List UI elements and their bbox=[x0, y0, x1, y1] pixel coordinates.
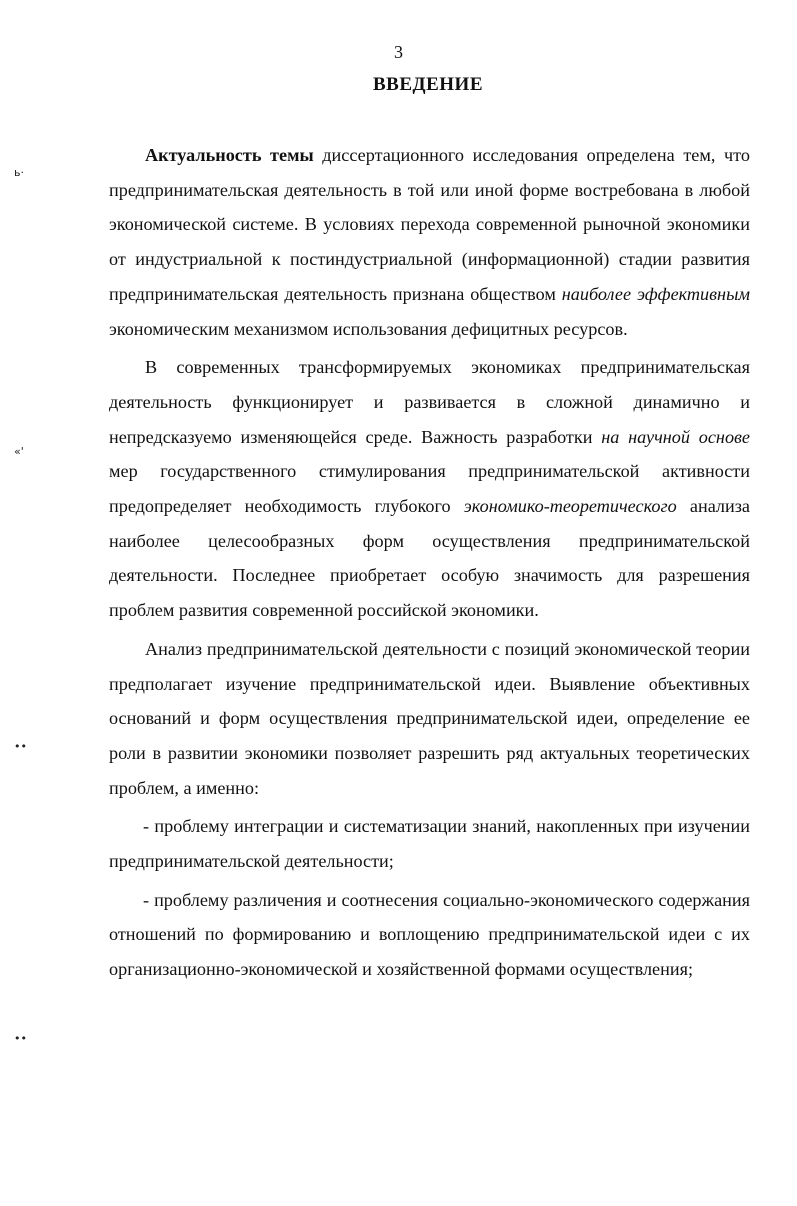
paragraph-text: мер государственного стимулирования предпринимательской активности предопределяет необходимость глубокого bbox=[109, 461, 750, 517]
margin-mark: •• bbox=[14, 740, 27, 753]
paragraph-text: В современных трансформируемых экономиках предпринимательская деятельность функционирует и развивается в сложной динамично и непредсказуемо изменяющейся среде. Важность разработки bbox=[109, 357, 750, 447]
list-item bbox=[109, 883, 750, 987]
section-title: ВВЕДЕНИЕ bbox=[373, 74, 483, 95]
margin-mark: •• bbox=[14, 1032, 27, 1045]
page-number: 3 bbox=[394, 42, 403, 62]
margin-mark: ь· bbox=[14, 166, 24, 179]
paragraph-analysis bbox=[109, 632, 750, 806]
list-item bbox=[109, 809, 750, 878]
paragraph-transformation bbox=[109, 350, 750, 628]
paragraph-text: экономическим механизмом использования дефицитных ресурсов. bbox=[109, 318, 628, 339]
paragraph-text: анализа наиболее целесообразных форм осуществления предпринимательской деятельности. Последнее приобретает особую значимость для разрешения проблем развития современной российской экономики. bbox=[109, 496, 750, 621]
emphasis-text: экономико-теоретического bbox=[463, 496, 677, 517]
list-item-text: - проблему интеграции и систематизации знаний, накопленных при изучении предпринимательской деятельности; bbox=[109, 816, 750, 872]
list-item-text: - проблему различения и соотнесения социально-экономического содержания отношений по формированию и воплощению предпринимательской идеи с их организационно-экономической и хозяйственной формами осуществления; bbox=[109, 889, 750, 980]
body-text bbox=[109, 138, 750, 991]
emphasis-text: наиболее эффективным bbox=[561, 283, 750, 304]
margin-mark: «' bbox=[14, 445, 24, 458]
paragraph-text: Анализ предпринимательской деятельности с позиций экономической теории предполагает изучение предпринимательской идеи. Выявление объективных оснований и форм осуществления предпринимательской идеи, определение ее роли в развитии экономики позволяет разрешить ряд актуальных теоретических проблем, а именно: bbox=[109, 638, 750, 798]
relevance-lead: Актуальность темы bbox=[145, 145, 314, 165]
paragraph-text: диссертационного исследования определена тем, что предпринимательская деятельность в той или иной форме востребована в любой экономической системе. В условиях перехода современной рыночной экономики от индустриальной к постиндустриальной (информационной) стадии развития предпринимательская деятельность признана обществом bbox=[109, 145, 750, 304]
emphasis-text: на научной основе bbox=[601, 426, 751, 447]
paragraph-relevance bbox=[109, 138, 750, 346]
